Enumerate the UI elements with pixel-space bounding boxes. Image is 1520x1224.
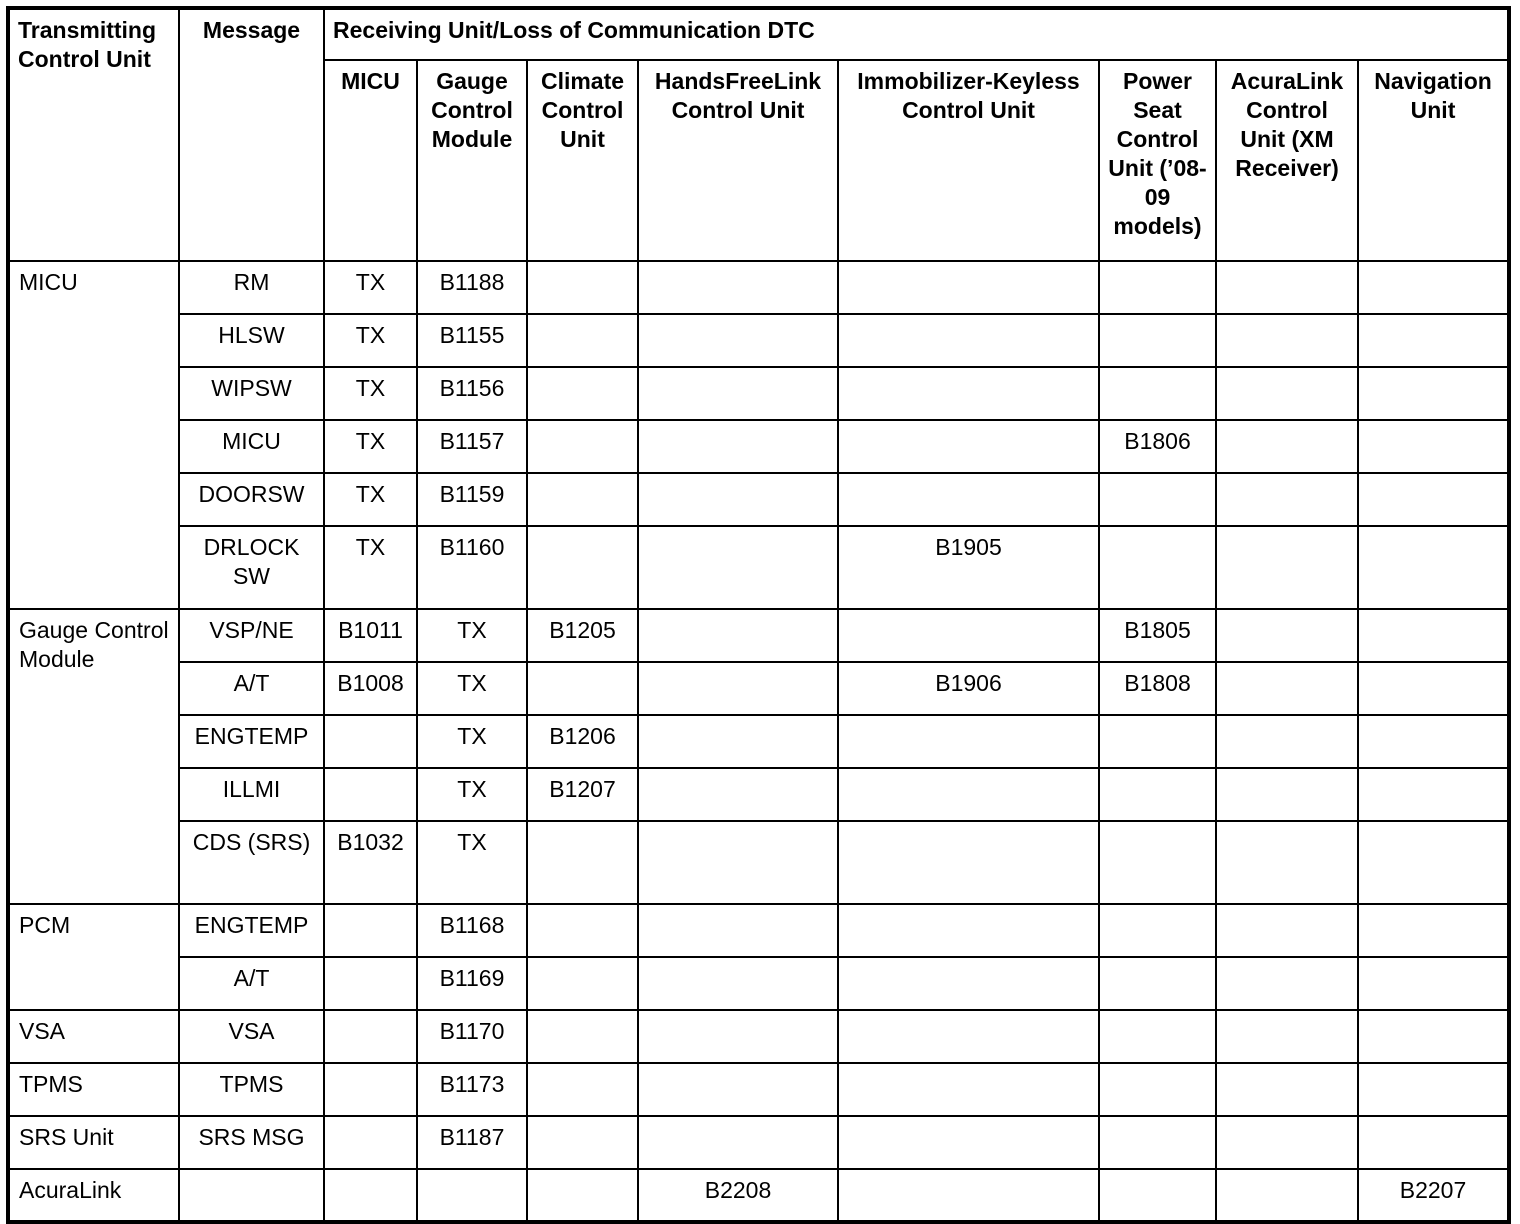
dtc-cell: B1806 [1099,420,1216,473]
header-receiver-navigation-unit: Navigation Unit [1358,60,1509,261]
dtc-cell: B1160 [417,526,527,609]
dtc-cell [638,662,838,715]
dtc-cell [1099,526,1216,609]
transmitting-unit-cell: TPMS [8,1063,179,1116]
dtc-cell: B1157 [417,420,527,473]
dtc-cell: TX [417,662,527,715]
dtc-cell [1216,768,1358,821]
transmitting-unit-cell: Gauge Control Module [8,609,179,904]
dtc-cell [838,609,1099,662]
message-cell: RM [179,261,324,314]
dtc-cell [1216,662,1358,715]
message-cell: VSP/NE [179,609,324,662]
table-row [8,473,1509,526]
dtc-cell [838,314,1099,367]
dtc-cell [838,1010,1099,1063]
dtc-cell [638,821,838,904]
dtc-cell [527,526,638,609]
dtc-cell [1358,904,1509,957]
dtc-cell [838,1063,1099,1116]
dtc-cell [838,821,1099,904]
dtc-cell [324,1169,417,1222]
dtc-cell: B1206 [527,715,638,768]
dtc-cell: B1032 [324,821,417,904]
table-row [8,957,1509,1010]
table-row [8,821,1509,904]
dtc-cell [1099,821,1216,904]
dtc-cell: B2208 [638,1169,838,1222]
dtc-cell [638,367,838,420]
dtc-cell [638,420,838,473]
header-message: Message [179,8,324,261]
dtc-cell: B1187 [417,1116,527,1169]
dtc-cell: B1173 [417,1063,527,1116]
dtc-cell [838,473,1099,526]
dtc-cell: B1207 [527,768,638,821]
dtc-cell [1216,957,1358,1010]
dtc-cell: B2207 [1358,1169,1509,1222]
dtc-cell [1358,715,1509,768]
table-row [8,715,1509,768]
table-row [8,1116,1509,1169]
table-row [8,904,1509,957]
dtc-cell [1358,821,1509,904]
dtc-cell [1358,314,1509,367]
message-cell: ENGTEMP [179,904,324,957]
dtc-cell [527,1063,638,1116]
dtc-cell [638,609,838,662]
dtc-cell [1216,261,1358,314]
dtc-cell: B1159 [417,473,527,526]
header-receiver-gauge-control-module: Gauge Control Module [417,60,527,261]
dtc-cell [638,957,838,1010]
dtc-cell [1216,420,1358,473]
dtc-cell [1358,367,1509,420]
table-row [8,420,1509,473]
dtc-cell [1358,473,1509,526]
header-receiver-power-seat-control-unit: Power Seat Control Unit (’08-09 models) [1099,60,1216,261]
dtc-cell [527,1116,638,1169]
dtc-cell: TX [324,314,417,367]
dtc-cell [838,768,1099,821]
dtc-cell: B1169 [417,957,527,1010]
dtc-cell: B1008 [324,662,417,715]
message-cell: ILLMI [179,768,324,821]
dtc-cell [1216,367,1358,420]
message-cell: A/T [179,957,324,1010]
dtc-cell [1358,1010,1509,1063]
dtc-cell [1216,715,1358,768]
table-header [8,8,1509,261]
dtc-cell [1216,473,1358,526]
header-receiver-immobilizer-keyless-control-unit: Immobilizer-Keyless Control Unit [838,60,1099,261]
dtc-cell [838,904,1099,957]
table-row [8,367,1509,420]
dtc-table-container [6,6,1511,1224]
dtc-cell: B1155 [417,314,527,367]
dtc-cell [527,420,638,473]
dtc-cell [527,957,638,1010]
table-row [8,314,1509,367]
dtc-cell [1099,1010,1216,1063]
dtc-cell [638,904,838,957]
dtc-cell [1099,261,1216,314]
dtc-cell: TX [417,715,527,768]
dtc-cell [1358,768,1509,821]
dtc-cell [1216,526,1358,609]
message-cell: ENGTEMP [179,715,324,768]
dtc-cell [838,367,1099,420]
dtc-table [6,6,1511,1224]
dtc-cell: B1205 [527,609,638,662]
message-cell [179,1169,324,1222]
header-receiver-handsfreelink-control-unit: HandsFreeLink Control Unit [638,60,838,261]
message-cell: A/T [179,662,324,715]
transmitting-unit-cell: PCM [8,904,179,1010]
dtc-cell [527,1169,638,1222]
dtc-cell [1099,957,1216,1010]
dtc-cell [1358,662,1509,715]
dtc-cell: B1156 [417,367,527,420]
dtc-cell [1358,261,1509,314]
dtc-cell [1099,715,1216,768]
message-cell: HLSW [179,314,324,367]
dtc-cell [838,1116,1099,1169]
dtc-cell: TX [417,821,527,904]
dtc-cell: B1808 [1099,662,1216,715]
message-cell: DRLOCK SW [179,526,324,609]
dtc-cell: B1170 [417,1010,527,1063]
dtc-cell [1099,904,1216,957]
dtc-cell [527,261,638,314]
dtc-cell: TX [417,768,527,821]
table-row [8,1063,1509,1116]
dtc-cell [838,957,1099,1010]
dtc-cell [1216,1116,1358,1169]
header-receiver-micu: MICU [324,60,417,261]
dtc-cell [838,715,1099,768]
dtc-cell [527,904,638,957]
dtc-cell [1216,1169,1358,1222]
header-receiver-acuralink-control-unit: AcuraLink Control Unit (XM Receiver) [1216,60,1358,261]
transmitting-unit-cell: VSA [8,1010,179,1063]
dtc-cell [1358,420,1509,473]
message-cell: TPMS [179,1063,324,1116]
header-receiver-climate-control-unit: Climate Control Unit [527,60,638,261]
dtc-cell [638,314,838,367]
dtc-cell: TX [417,609,527,662]
dtc-cell [1216,904,1358,957]
dtc-cell [527,473,638,526]
dtc-cell: B1011 [324,609,417,662]
dtc-cell [1216,821,1358,904]
dtc-cell: B1168 [417,904,527,957]
dtc-cell: TX [324,420,417,473]
dtc-cell [1099,1116,1216,1169]
dtc-cell [638,1116,838,1169]
table-row [8,662,1509,715]
dtc-cell: B1805 [1099,609,1216,662]
transmitting-unit-cell: MICU [8,261,179,609]
message-cell: DOORSW [179,473,324,526]
transmitting-unit-cell: SRS Unit [8,1116,179,1169]
table-row [8,1169,1509,1222]
message-cell: SRS MSG [179,1116,324,1169]
dtc-cell: TX [324,367,417,420]
dtc-cell [324,1116,417,1169]
dtc-cell [1099,768,1216,821]
dtc-cell [527,314,638,367]
dtc-cell [1358,1116,1509,1169]
dtc-cell: B1188 [417,261,527,314]
table-row [8,768,1509,821]
dtc-cell [638,1063,838,1116]
dtc-cell [324,1010,417,1063]
dtc-cell [417,1169,527,1222]
dtc-cell [1099,473,1216,526]
dtc-cell [1099,1063,1216,1116]
dtc-cell [638,526,838,609]
dtc-cell [1099,1169,1216,1222]
dtc-cell [324,768,417,821]
table-row [8,1010,1509,1063]
dtc-cell [838,1169,1099,1222]
dtc-cell [638,1010,838,1063]
dtc-cell: B1906 [838,662,1099,715]
dtc-cell [838,420,1099,473]
transmitting-unit-cell: AcuraLink [8,1169,179,1222]
dtc-cell [638,768,838,821]
dtc-cell [1358,609,1509,662]
dtc-cell [527,821,638,904]
dtc-cell: TX [324,526,417,609]
dtc-cell [638,473,838,526]
dtc-cell: B1905 [838,526,1099,609]
dtc-cell [1216,1063,1358,1116]
dtc-cell [324,904,417,957]
table-body [8,261,1509,1222]
message-cell: WIPSW [179,367,324,420]
table-row [8,526,1509,609]
dtc-cell [1358,957,1509,1010]
dtc-cell [1216,609,1358,662]
dtc-cell: TX [324,261,417,314]
message-cell: CDS (SRS) [179,821,324,904]
dtc-cell [1358,526,1509,609]
dtc-cell [1099,314,1216,367]
dtc-cell [1358,1063,1509,1116]
table-row [8,609,1509,662]
dtc-cell [1099,367,1216,420]
message-cell: VSA [179,1010,324,1063]
header-transmitting-control-unit: Transmitting Control Unit [8,8,179,261]
dtc-cell [638,715,838,768]
dtc-cell [527,662,638,715]
dtc-cell [324,1063,417,1116]
dtc-cell [324,957,417,1010]
header-receiving-unit-group: Receiving Unit/Loss of Communication DTC [324,8,1509,60]
message-cell: MICU [179,420,324,473]
dtc-cell [838,261,1099,314]
dtc-cell [324,715,417,768]
table-row [8,261,1509,314]
dtc-cell [527,367,638,420]
dtc-cell [527,1010,638,1063]
dtc-cell: TX [324,473,417,526]
dtc-cell [638,261,838,314]
dtc-cell [1216,314,1358,367]
dtc-cell [1216,1010,1358,1063]
